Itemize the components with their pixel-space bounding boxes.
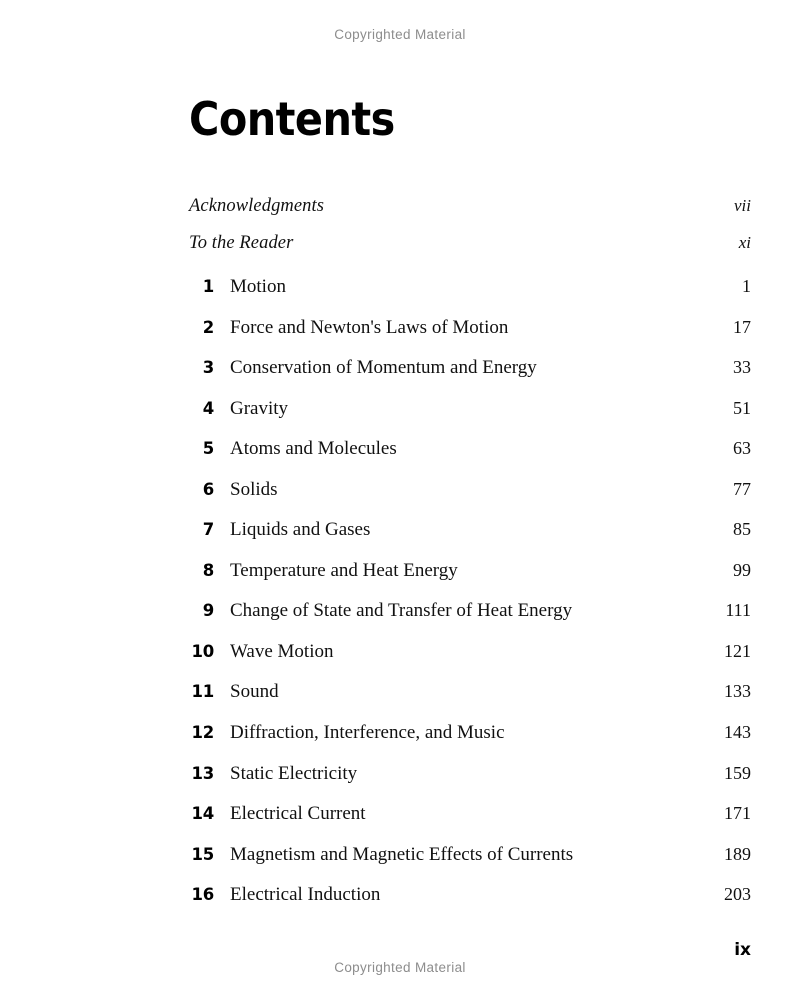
toc-page-number: 203 bbox=[724, 884, 751, 905]
toc-entry-chapter-1[interactable] bbox=[189, 276, 751, 317]
toc-title: Atoms and Molecules bbox=[230, 438, 397, 460]
toc-entry-chapter-9[interactable] bbox=[189, 600, 751, 641]
toc-title: Conservation of Momentum and Energy bbox=[230, 357, 537, 379]
toc-page-number: 63 bbox=[733, 438, 751, 459]
toc-title: Sound bbox=[230, 681, 279, 703]
toc-page-number: 85 bbox=[733, 519, 751, 540]
toc-title: Change of State and Transfer of Heat Energy bbox=[230, 600, 573, 622]
toc-entry-chapter-11[interactable] bbox=[189, 681, 751, 722]
toc-page-number: 133 bbox=[724, 681, 751, 702]
folio-page-number: ix bbox=[734, 940, 751, 960]
toc-entry-acknowledgments[interactable] bbox=[189, 196, 751, 233]
toc-title: Electrical Current bbox=[230, 803, 366, 825]
toc-entry-chapter-5[interactable] bbox=[189, 438, 751, 479]
toc-entry-chapter-12[interactable] bbox=[189, 722, 751, 763]
toc-chapter-number: 5 bbox=[202, 439, 214, 459]
toc-chapter-number: 6 bbox=[202, 479, 214, 499]
toc-page-number: 189 bbox=[724, 843, 751, 864]
toc-page-number: xi bbox=[738, 233, 751, 252]
toc-chapter-number: 9 bbox=[202, 601, 214, 621]
toc-entry-chapter-16[interactable] bbox=[189, 884, 751, 925]
toc-title: Gravity bbox=[230, 397, 289, 419]
toc-chapter-number: 15 bbox=[191, 844, 214, 864]
toc-entry-chapter-7[interactable] bbox=[189, 519, 751, 560]
toc-entry-to-the-reader[interactable] bbox=[189, 233, 751, 276]
toc-page-number: 17 bbox=[733, 316, 751, 337]
toc-entry-chapter-2[interactable] bbox=[189, 317, 751, 358]
toc-page-number: 143 bbox=[724, 722, 751, 743]
toc-page-number: vii bbox=[734, 196, 751, 215]
toc-chapter-number: 3 bbox=[202, 358, 214, 378]
toc-chapter-number: 11 bbox=[191, 682, 214, 702]
toc-title: Solids bbox=[230, 478, 278, 500]
copyright-watermark-bottom: Copyrighted Material bbox=[334, 960, 466, 975]
toc-chapter-number: 13 bbox=[191, 763, 214, 783]
toc-title: To the Reader bbox=[189, 233, 294, 253]
toc-entry-chapter-10[interactable] bbox=[189, 641, 751, 682]
toc-chapter-number: 16 bbox=[191, 885, 214, 905]
toc-entry-chapter-3[interactable] bbox=[189, 357, 751, 398]
toc-title: Diffraction, Interference, and Music bbox=[230, 722, 505, 744]
toc-title: Liquids and Gases bbox=[230, 519, 371, 541]
toc-chapter-number: 12 bbox=[191, 723, 214, 743]
toc-chapter-number: 2 bbox=[202, 317, 214, 337]
toc-page-number: 99 bbox=[733, 559, 751, 580]
toc-entry-chapter-15[interactable] bbox=[189, 844, 751, 885]
toc-entry-chapter-14[interactable] bbox=[189, 803, 751, 844]
toc-page-number: 121 bbox=[724, 640, 751, 661]
toc-title: Wave Motion bbox=[230, 640, 334, 662]
toc-page-number: 111 bbox=[725, 600, 751, 621]
toc-chapter-number: 4 bbox=[202, 398, 214, 418]
toc-title: Static Electricity bbox=[230, 762, 358, 784]
toc-chapter-number: 14 bbox=[191, 804, 214, 824]
toc-title: Electrical Induction bbox=[230, 884, 381, 906]
toc-entry-chapter-6[interactable] bbox=[189, 479, 751, 520]
toc-title: Magnetism and Magnetic Effects of Currents bbox=[230, 843, 574, 865]
toc-title: Force and Newton's Laws of Motion bbox=[230, 316, 509, 338]
toc-page-number: 1 bbox=[742, 276, 751, 296]
toc-title: Temperature and Heat Energy bbox=[230, 559, 458, 581]
toc-entry-chapter-4[interactable] bbox=[189, 398, 751, 439]
toc-page-number: 159 bbox=[724, 762, 751, 783]
toc-title: Motion bbox=[230, 276, 286, 297]
toc-chapter-number: 7 bbox=[202, 520, 214, 540]
toc-page-number: 51 bbox=[733, 397, 751, 418]
toc-chapter-number: 1 bbox=[202, 277, 214, 296]
toc-page-number: 33 bbox=[733, 357, 751, 378]
page-title: Contents bbox=[189, 91, 395, 146]
toc-entry-chapter-13[interactable] bbox=[189, 763, 751, 804]
toc-chapter-number: 8 bbox=[202, 560, 214, 580]
toc-page-number: 171 bbox=[724, 803, 751, 824]
toc-chapter-number: 10 bbox=[191, 641, 214, 661]
copyright-watermark-top: Copyrighted Material bbox=[334, 27, 466, 42]
toc-entry-chapter-8[interactable] bbox=[189, 560, 751, 601]
toc-page-number: 77 bbox=[733, 478, 751, 499]
table-of-contents bbox=[189, 196, 751, 925]
toc-title: Acknowledgments bbox=[189, 196, 325, 216]
